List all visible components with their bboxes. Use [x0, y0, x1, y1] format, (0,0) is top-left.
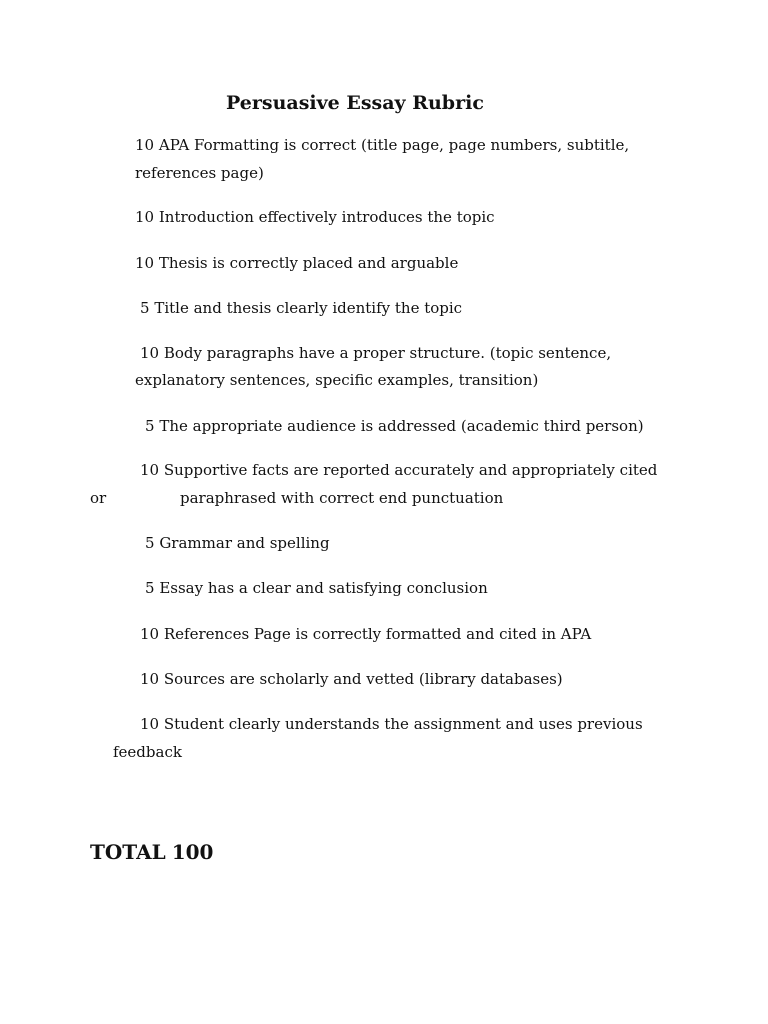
rubric-text: Student clearly understands the assignment and uses previous: [163, 715, 643, 733]
rubric-item-4: [140, 299, 462, 317]
rubric-points: 5: [145, 534, 155, 552]
rubric-text: APA Formatting is correct (title page, page numbers, subtitle,: [158, 136, 630, 154]
rubric-text: Body paragraphs have a proper structure. (topic sentence,: [163, 344, 612, 362]
rubric-text: Thesis is correctly placed and arguable: [158, 254, 459, 272]
rubric-item-12: [140, 715, 643, 733]
rubric-text: references page): [135, 164, 264, 182]
rubric-item-2: [135, 208, 495, 226]
rubric-text: Sources are scholarly and vetted (library databases): [163, 670, 563, 688]
rubric-points: 10: [140, 715, 160, 733]
rubric-text: Supportive facts are reported accurately and appropriately cited: [163, 461, 658, 479]
rubric-text: or: [90, 489, 107, 507]
rubric-item-5: [140, 344, 611, 362]
rubric-text: Title and thesis clearly identify the topic: [154, 299, 463, 317]
total-label: TOTAL: [90, 840, 166, 864]
total-value: 100: [171, 840, 214, 864]
total-line: [90, 840, 219, 864]
rubric-points: 5: [145, 579, 155, 597]
rubric-item-8: [145, 534, 330, 552]
rubric-text: References Page is correctly formatted and cited in APA: [163, 625, 592, 643]
rubric-item-10: [140, 625, 591, 643]
rubric-item-1: [135, 136, 629, 154]
rubric-text: feedback: [113, 743, 182, 761]
rubric-points: 10: [135, 254, 155, 272]
rubric-points: 10: [135, 208, 155, 226]
rubric-text: Introduction effectively introduces the topic: [158, 208, 495, 226]
rubric-item-7-cont: [180, 489, 503, 507]
rubric-points: 10: [140, 670, 160, 688]
rubric-text: Essay has a clear and satisfying conclusion: [159, 579, 488, 597]
rubric-points: 5: [145, 417, 155, 435]
rubric-text: explanatory sentences, specific examples, transition): [135, 371, 539, 389]
rubric-item-9: [145, 579, 488, 597]
rubric-text: paraphrased with correct end punctuation: [180, 489, 504, 507]
rubric-item-12-cont: [113, 743, 182, 761]
rubric-item-7-or: [90, 489, 106, 507]
rubric-text: Grammar and spelling: [159, 534, 330, 552]
rubric-item-6: [145, 417, 644, 435]
rubric-item-5-cont: [135, 371, 538, 389]
page-title: Persuasive Essay Rubric: [226, 92, 484, 114]
rubric-text: The appropriate audience is addressed (academic third person): [159, 417, 644, 435]
rubric-points: 10: [140, 344, 160, 362]
rubric-points: 10: [135, 136, 155, 154]
rubric-item-1-cont: [135, 164, 264, 182]
rubric-points: 10: [140, 625, 160, 643]
rubric-item-3: [135, 254, 458, 272]
rubric-points: 10: [140, 461, 160, 479]
rubric-item-7: [140, 461, 657, 479]
rubric-points: 5: [140, 299, 150, 317]
rubric-item-11: [140, 670, 563, 688]
